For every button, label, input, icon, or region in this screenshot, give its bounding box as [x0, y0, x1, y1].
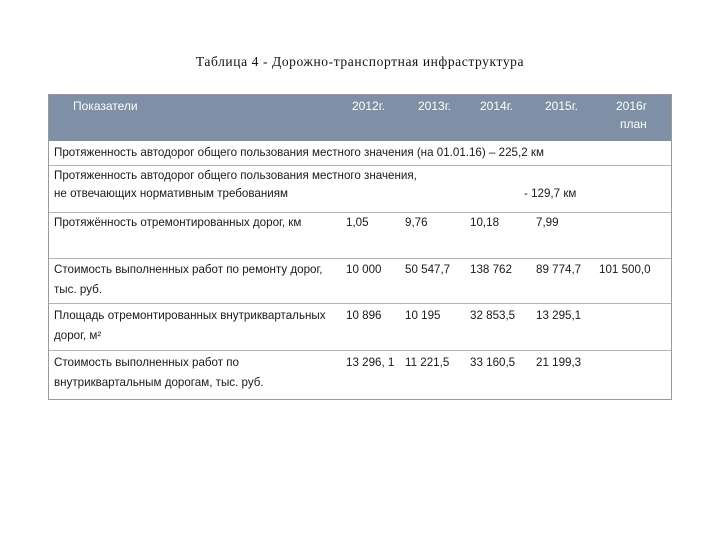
row-length-local-roads: Протяженность автодорог общего пользования местного значения (на 01.01.16) – 225,2 км — [54, 146, 544, 159]
cell-2012: 10 000 — [346, 263, 382, 276]
table-title: Таблица 4 - Дорожно-транспортная инфраструктура — [195, 54, 525, 69]
row-label: Стоимость выполненных работ по внутриквартальным дорогам, тыс. руб. — [54, 356, 264, 389]
table-header — [49, 95, 671, 141]
cell-2014: 32 853,5 — [470, 309, 516, 322]
header-2016-plan: план — [620, 117, 647, 131]
row-divider — [49, 350, 671, 351]
cell-2016: 101 500,0 — [599, 263, 651, 276]
header-2014: 2014г. — [480, 99, 513, 113]
cell-2013: 50 547,7 — [405, 263, 451, 276]
cell-2014: 33 160,5 — [470, 356, 516, 369]
header-2012: 2012г. — [352, 99, 385, 113]
row-label: Площадь отремонтированных внутриквартальных дорог, м² — [54, 309, 326, 342]
row-divider — [49, 258, 671, 259]
header-2013: 2013г. — [418, 99, 451, 113]
cell-2015: 21 199,3 — [536, 356, 582, 369]
row-divider — [49, 303, 671, 304]
row-nonstandard-line2: не отвечающих нормативным требованиям — [54, 187, 288, 200]
cell-2014: 138 762 — [470, 263, 512, 276]
cell-2012: 1,05 — [346, 216, 369, 229]
cell-2013: 9,76 — [405, 216, 428, 229]
cell-2015: 7,99 — [536, 216, 559, 229]
cell-2015: 89 774,7 — [536, 263, 582, 276]
cell-2014: 10,18 — [470, 216, 500, 229]
cell-2012: 13 296, 1 — [346, 356, 395, 369]
header-indicator: Показатели — [73, 99, 138, 113]
row-nonstandard-value: - 129,7 км — [524, 187, 577, 200]
row-nonstandard-line1: Протяженность автодорог общего пользования местного значения, — [54, 169, 417, 182]
cell-2013: 11 221,5 — [405, 356, 450, 369]
header-2015: 2015г. — [545, 99, 578, 113]
cell-2013: 10 195 — [405, 309, 441, 322]
row-label: Стоимость выполненных работ по ремонту дорог, тыс. руб. — [54, 263, 323, 296]
row-label: Протяжённость отремонтированных дорог, км — [54, 216, 302, 229]
road-infrastructure-table — [48, 94, 672, 400]
header-2016: 2016г — [616, 99, 648, 113]
cell-2012: 10 896 — [346, 309, 382, 322]
cell-2015: 13 295,1 — [536, 309, 582, 322]
